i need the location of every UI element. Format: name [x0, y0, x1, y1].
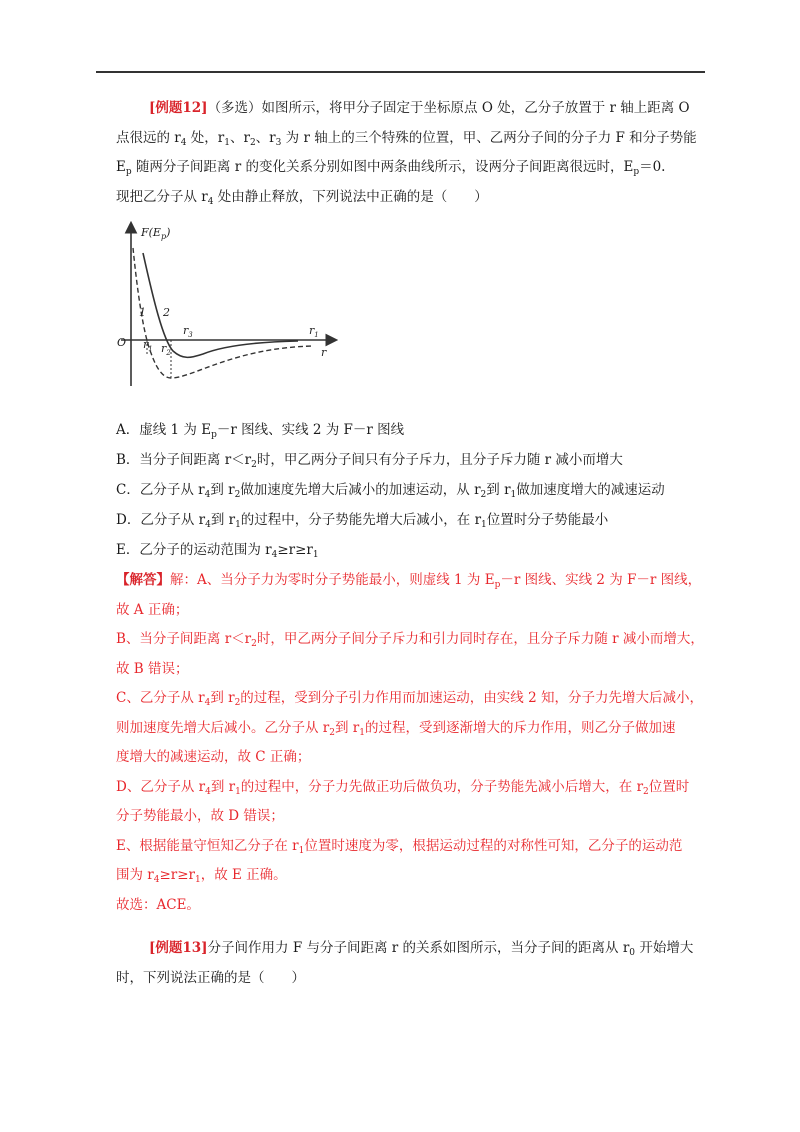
example12-question: [例题12]（多选）如图所示，将甲分子固定于坐标原点 O 处，乙分子放置于 r 轴上距离 O 点很远的 $r_4$ 处，$r_1$、$r_2$、$r_3$ 为 r 轴上的三个特殊的位置，甲、乙两分子间的分子力 F 和分子势能 $E_p$ 随两分子间距离 r 的变化关系分别如图中两条曲线所示，设两分子间距离很远时，$E_p=0$. 现把乙分子从 $r_4$ 处由静止释放，下列说法中正确的是（ ） — [116, 100, 697, 207]
example13-tag: [例题13] — [149, 940, 208, 956]
option-c: C．乙分子从 $r_4$到 $r_2$做加速度先增大后减小的加速运动，从 $r_2$到 $r_1$做加速度增大的减速运动 — [116, 482, 665, 500]
r2-label: $r_2$ — [161, 342, 171, 357]
example12-tag: [例题12] — [149, 100, 208, 116]
r3-label: $r_3$ — [183, 324, 193, 339]
r2-label-sub: 2 — [166, 349, 171, 357]
r1-label: $r_1$ — [143, 338, 153, 353]
answer-tag: 【解答】 — [116, 572, 170, 588]
header-rule — [96, 71, 705, 73]
curve-2-label: 2 — [163, 306, 170, 319]
x-axis-label: r — [321, 346, 327, 359]
r3-label-sub: 3 — [188, 331, 193, 339]
option-b: B．当分子间距离 $r<r_2$时，甲乙两分子间只有分子斥力，且分子斥力随 r 减小而增大 — [116, 452, 623, 470]
y-axis-label: $F(E_p)$ — [141, 226, 171, 241]
curve-1-label: 1 — [139, 306, 146, 319]
force-potential-figure — [113, 218, 343, 393]
option-a: A．虚线 1 为 $E_p-r$ 图线、实线 2 为 F－r 图线 — [116, 422, 405, 440]
option-d: D．乙分子从 $r_4$到 $r_1$的过程中，分子势能先增大后减小，在 $r_1$位置时分子势能最小 — [116, 512, 609, 530]
option-e: E．乙分子的运动范围为 $r_4\ge r\ge r_1$ — [116, 542, 319, 560]
origin-label: O — [117, 336, 127, 349]
r4-label-sub: 1 — [314, 331, 319, 339]
r1-label-sub: 1 — [148, 345, 153, 353]
r4-label: $r_1$ — [309, 324, 319, 339]
curve-1-dashed — [133, 248, 313, 378]
example13-question: [例题13]分子间作用力 F 与分子间距离 r 的关系如图所示，当分子间的距离从 $r_0$ 开始增大 时，下列说法正确的是（ ） — [116, 940, 694, 986]
answer-explanation: 【解答】解：A、当分子力为零时分子势能最小，则虚线 1 为 $E_p-r$ 图线、实线 2 为 F－r 图线， 故 A 正确； B、当分子间距离 $r<r_2$时，甲乙两分子间分子斥力和引力同时存在，且分子斥力随 r 减小而增大， 故 B 错误； C、乙分子从 $r_4$到 $r_2$的过程，受到分子引力作用而加速运动，由实线 2 知，分子力先增大后减小， 则加速度先增大后减小。乙分子从 $r_2$到 $r_1$的过程，受到逐渐增大的斥力作用，则乙分子做加速 度增大的减速运动，故 C 正确； D、乙分子从 $r_4$到 $r_1$的过程中，分子力先做正功后做负功，分子势能先减小后增大，在 $r_2$位置时 分子势能最小，故 D 错误； E、根据能量守恒知乙分子在 $r_1$位置时速度为零，根据运动过程的对称性可知，乙分子的运动范 围为 $r_4\ge r\ge r_1$，故 E 正确。 故选：ACE。 — [116, 572, 704, 913]
